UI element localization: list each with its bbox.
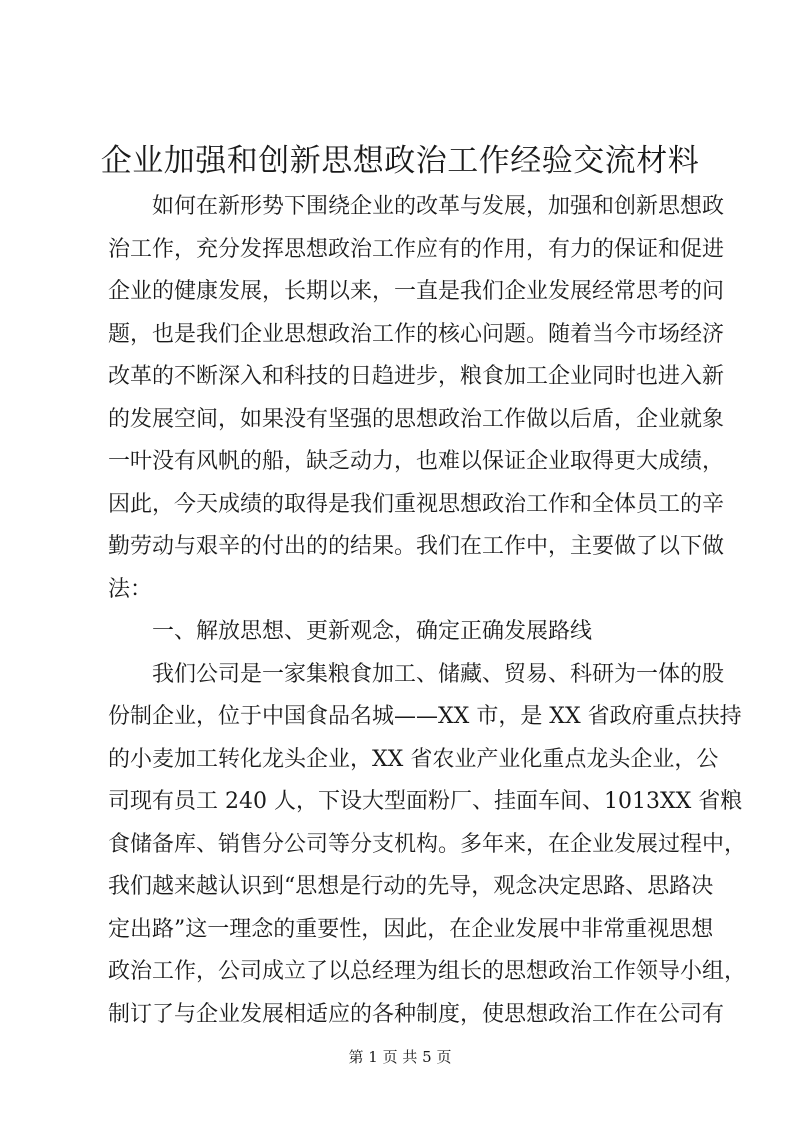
page-number-footer: 第 1 页 共 5 页 [348, 1048, 452, 1066]
paragraph-line: 食储备库、销售分公司等分支机构。多年来，在企业发展过程中， [108, 831, 747, 857]
paragraph-line: 法： [108, 576, 153, 602]
paragraph-line: 企业的健康发展，长期以来，一直是我们企业发展经常思考的问 [108, 279, 725, 304]
paragraph-line: 勤劳动与艰辛的付出的的结果。我们在工作中，主要做了以下做 [108, 534, 725, 559]
paragraph-line: 我们越来越认识到“思想是行动的先导，观念决定思路、思路决 [108, 874, 714, 899]
paragraph-line: 的发展空间，如果没有坚强的思想政治工作做以后盾，企业就象 [108, 406, 725, 432]
paragraph-line: 的小麦加工转化龙头企业，XX 省农业产业化重点龙头企业，公 [108, 746, 719, 772]
paragraph-line: 政治工作，公司成立了以总经理为组长的思想政治工作领导小组， [108, 959, 747, 984]
paragraph-line: 份制企业，位于中国食品名城——XX 市，是 XX 省政府重点扶持 [108, 704, 742, 729]
document-body [108, 186, 747, 1036]
paragraph-line: 改革的不断深入和科技的日趋进步，粮食加工企业同时也进入新 [108, 364, 725, 389]
paragraph-line: 一叶没有风帆的船，缺乏动力，也难以保证企业取得更大成绩， [108, 449, 725, 474]
paragraph-line: 定出路”这一理念的重要性，因此，在企业发展中非常重视思想 [108, 916, 714, 942]
paragraph-line: 我们公司是一家集粮食加工、储藏、贸易、科研为一体的股 [152, 661, 725, 687]
paragraph-line: 制订了与企业发展相适应的各种制度，使思想政治工作在公司有 [108, 1001, 725, 1027]
paragraph-line: 题，也是我们企业思想政治工作的核心问题。随着当今市场经济 [108, 321, 725, 347]
paragraph-line: 如何在新形势下围绕企业的改革与发展，加强和创新思想政 [152, 194, 725, 219]
paragraph-line: 因此，今天成绩的取得是我们重视思想政治工作和全体员工的辛 [108, 491, 725, 517]
paragraph-line: 司现有员工 240 人，下设大型面粉厂、挂面车间、1013XX 省粮 [108, 789, 743, 814]
section-heading: 一、解放思想、更新观念，确定正确发展路线 [152, 619, 593, 644]
document-title: 企业加强和创新思想政治工作经验交流材料 [100, 143, 700, 179]
paragraph-line: 治工作，充分发挥思想政治工作应有的作用，有力的保证和促进 [108, 236, 725, 262]
